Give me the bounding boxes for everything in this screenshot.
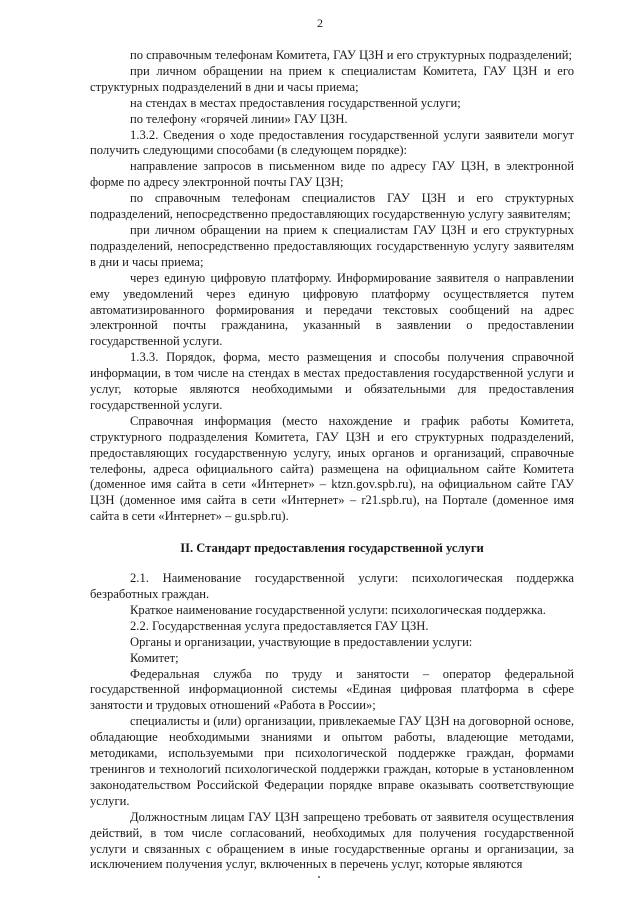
paragraph: специалисты и (или) организации, привлекаемые ГАУ ЦЗН на договорной основе, обладающие необходимыми знаниями и опытом работы, владеющие методами, методиками, используемыми при психологической поддержке граждан, формами тренингов и технологий психологической поддержки граждан, которые в установленном законодательством Российской Федерации порядке вправе оказывать соответствующие услуги. xyxy=(90,714,574,808)
section-heading: II. Стандарт предоставления государственной услуги xyxy=(180,541,484,556)
paragraph: 1.3.2. Сведения о ходе предоставления государственной услуги заявители могут получить следующими способами (в следующем порядке): xyxy=(90,127,574,158)
scan-speck xyxy=(318,876,320,878)
paragraph: Справочная информация (место нахождение и график работы Комитета, структурного подразделения Комитета, ГАУ ЦЗН и его структурных подразделений, предоставляющих государственную услугу, иных органов и организаций, справочные телефоны, адреса официального сайта) размещена на официальном сайте Комитета (доменное имя сайта в сети «Интернет» – ktzn.gov.spb.ru), на официальном сайте ГАУ ЦЗН (доменное имя сайта в сети «Интернет» – r21.spb.ru), на Портале (доменное имя сайта в сети «Интернет» – gu.spb.ru). xyxy=(90,413,574,524)
paragraph: по справочным телефонам Комитета, ГАУ ЦЗН и его структурных подразделений; xyxy=(130,48,572,62)
paragraph: Федеральная служба по труду и занятости – оператор федеральной государственной информационной системы «Единая цифровая платформа в сфере занятости и трудовых отношений «Работа в России»; xyxy=(90,666,574,713)
paragraph: на стендах в местах предоставления государственной услуги; xyxy=(130,95,461,110)
paragraph: через единую цифровую платформу. Информирование заявителя о направлении ему уведомлений через единую цифровую платформу осуществляется путем автоматизированного формирования и передачи текстовых сообщений на адрес электронной почты гражданина, указанный в заявлении о предоставлении государственной услуги. xyxy=(90,270,574,349)
paragraph: Комитет; xyxy=(130,650,179,665)
paragraph: по телефону «горячей линии» ГАУ ЦЗН. xyxy=(130,111,348,126)
document-body xyxy=(90,48,574,873)
paragraph: 2.1. Наименование государственной услуги: психологическая поддержка безработных граждан. xyxy=(90,571,574,601)
page-number: 2 xyxy=(317,16,323,30)
paragraph: при личном обращении на прием к специалистам ГАУ ЦЗН и его структурных подразделений, непосредственно предоставляющих государственную услугу заявителям в дни и часы приема; xyxy=(90,222,574,269)
paragraph: при личном обращении на прием к специалистам Комитета, ГАУ ЦЗН и его структурных подразделений в дни и часы приема; xyxy=(90,63,574,94)
paragraph: 2.2. Государственная услуга предоставляется ГАУ ЦЗН. xyxy=(130,618,429,633)
paragraph: по справочным телефонам специалистов ГАУ ЦЗН и его структурных подразделений, непосредственно предоставляющих государственную услугу заявителям; xyxy=(90,191,574,222)
paragraph: Краткое наименование государственной услуги: психологическая поддержка. xyxy=(130,602,546,617)
paragraph: направление запросов в письменном виде по адресу ГАУ ЦЗН, в электронной форме по адресу электронной почты ГАУ ЦЗН; xyxy=(90,159,574,190)
paragraph: Должностным лицам ГАУ ЦЗН запрещено требовать от заявителя осуществления действий, в том числе согласований, необходимых для получения государственной услуги и связанных с обращением в иные государственные органы и организации, за исключением получения услуг, включенных в перечень услуг, которые являются xyxy=(90,809,574,872)
paragraph: Органы и организации, участвующие в предоставлении услуги: xyxy=(130,634,473,649)
paragraph: 1.3.3. Порядок, форма, место размещения и способы получения справочной информации, в том числе на стендах в местах предоставления государственной услуги и услуг, которые являются необходимыми и обязательными для предоставления государственной услуги. xyxy=(90,350,574,412)
